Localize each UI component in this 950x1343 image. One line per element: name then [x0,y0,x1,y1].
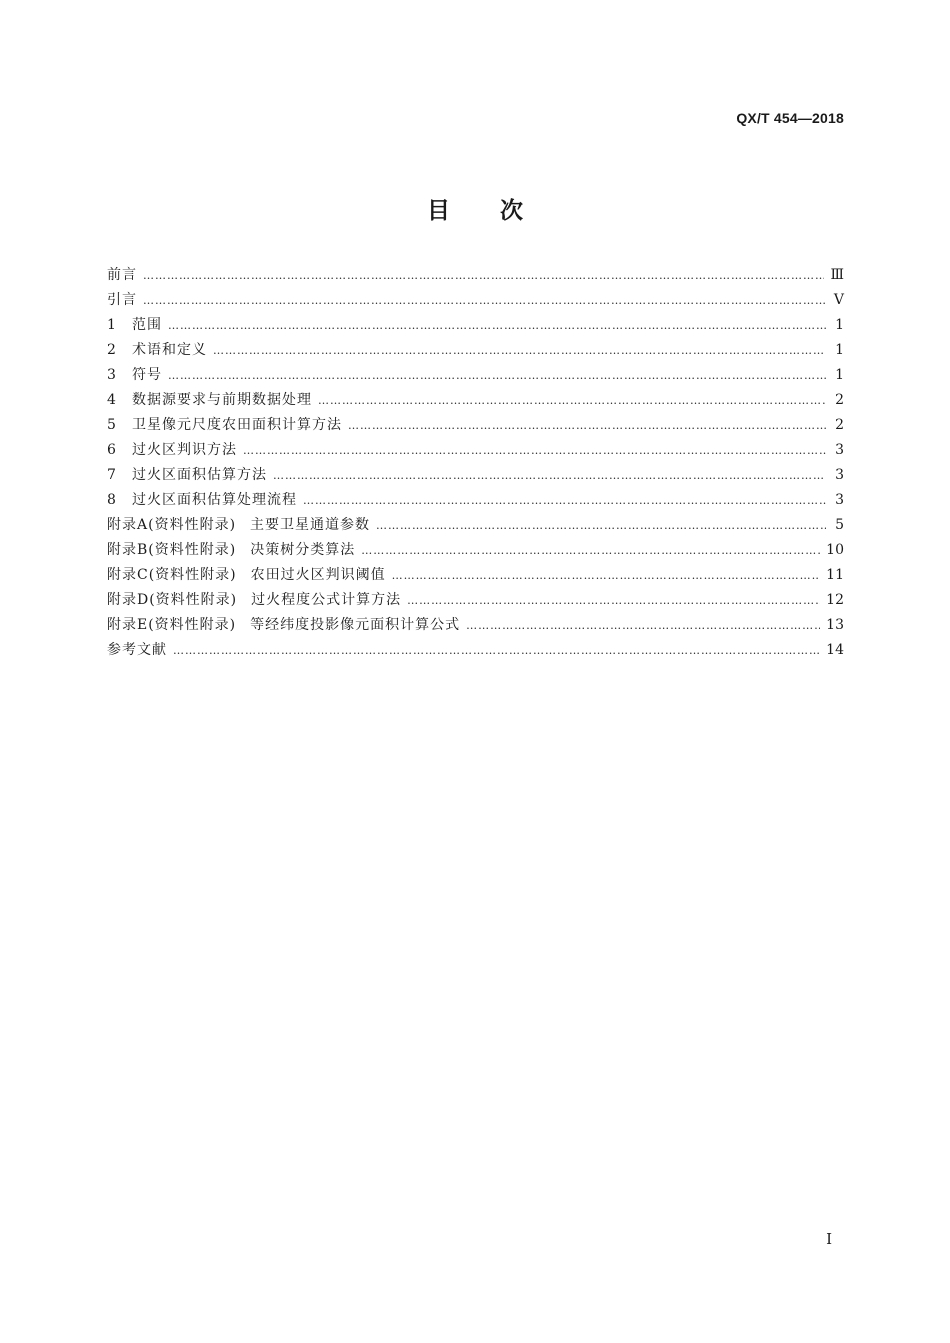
toc-entry-page: 1 [835,367,844,383]
toc-entry-label: 附录C(资料性附录) [107,567,237,583]
toc-leader-dots [168,363,826,388]
toc-leader-dots [273,463,826,488]
toc-entry-symbols[interactable] [107,363,844,388]
toc-entry-appendix-a[interactable] [107,513,844,538]
toc-leader-dots [392,563,821,588]
toc-entry-number: 7 [107,467,116,483]
toc-entry-page: 12 [826,592,844,608]
toc-leader-dots [143,263,824,288]
toc-list [107,263,844,663]
toc-entry-number: 6 [107,442,116,458]
toc-leader-dots [318,388,826,413]
toc-entry-page: 1 [835,342,844,358]
toc-entry-pixel-area[interactable] [107,413,844,438]
toc-entry-subtitle: 过火程度公式计算方法 [251,592,402,608]
toc-entry-appendix-b[interactable] [107,538,844,563]
toc-entry-label: 符号 [132,367,162,383]
toc-entry-label: 卫星像元尺度农田面积计算方法 [132,417,342,433]
toc-entry-page: 3 [835,492,844,508]
toc-leader-dots [407,588,820,613]
toc-entry-page: 2 [835,417,844,433]
toc-entry-number: 2 [107,342,116,358]
toc-entry-subtitle: 决策树分类算法 [250,542,356,558]
toc-entry-label: 附录A(资料性附录) [107,517,237,533]
toc-entry-label: 数据源要求与前期数据处理 [132,392,312,408]
toc-entry-label: 前言 [107,267,137,283]
toc-entry-page: 13 [826,617,844,633]
toc-entry-label: 参考文献 [107,642,167,658]
page-number: I [826,1230,832,1248]
toc-entry-references[interactable] [107,638,844,663]
toc-entry-number: 4 [107,392,116,408]
toc-entry-page: 3 [835,442,844,458]
toc-entry-appendix-d[interactable] [107,588,844,613]
toc-leader-dots [303,488,826,513]
toc-entry-burned-area-identification[interactable] [107,438,844,463]
toc-entry-data-source[interactable] [107,388,844,413]
standard-code: QX/T 454—2018 [736,110,844,126]
toc-entry-burned-area-estimation[interactable] [107,463,844,488]
toc-entry-terms[interactable] [107,338,844,363]
toc-entry-page: 3 [835,467,844,483]
toc-entry-label: 范围 [132,317,162,333]
toc-entry-label: 引言 [107,292,137,308]
toc-title: 目次 [427,198,573,224]
toc-entry-label: 附录D(资料性附录) [107,592,238,608]
toc-entry-subtitle: 等经纬度投影像元面积计算公式 [250,617,461,633]
toc-entry-subtitle: 农田过火区判识阈值 [250,567,386,583]
toc-entry-number: 1 [107,317,116,333]
toc-entry-page: 14 [826,642,844,658]
toc-entry-page: Ⅲ [830,267,844,283]
toc-leader-dots [361,538,820,563]
toc-entry-label: 附录E(资料性附录) [107,617,237,633]
toc-entry-page: 11 [826,567,844,583]
toc-entry-preface[interactable] [107,263,844,288]
toc-entry-page: Ⅴ [833,292,844,308]
toc-entry-label: 过火区判识方法 [132,442,237,458]
toc-entry-number: 3 [107,367,116,383]
toc-entry-page: 2 [835,392,844,408]
toc-entry-introduction[interactable] [107,288,844,313]
toc-entry-page: 1 [835,317,844,333]
toc-entry-processing-flow[interactable] [107,488,844,513]
toc-entry-page: 5 [835,517,844,533]
toc-entry-appendix-c[interactable] [107,563,844,588]
toc-leader-dots [466,613,820,638]
toc-entry-label: 附录B(资料性附录) [107,542,237,558]
toc-entry-number: 8 [107,492,116,508]
toc-entry-scope[interactable] [107,313,844,338]
toc-entry-subtitle: 主要卫星通道参数 [250,517,371,533]
toc-leader-dots [173,638,820,663]
toc-leader-dots [213,338,826,363]
toc-entry-label: 术语和定义 [132,342,207,358]
toc-leader-dots [243,438,826,463]
toc-leader-dots [376,513,826,538]
toc-entry-page: 10 [826,542,844,558]
toc-leader-dots [168,313,826,338]
toc-entry-number: 5 [107,417,116,433]
toc-leader-dots [348,413,826,438]
toc-entry-appendix-e[interactable] [107,613,844,638]
toc-entry-label: 过火区面积估算处理流程 [132,492,297,508]
toc-entry-label: 过火区面积估算方法 [132,467,267,483]
toc-leader-dots [143,288,826,313]
